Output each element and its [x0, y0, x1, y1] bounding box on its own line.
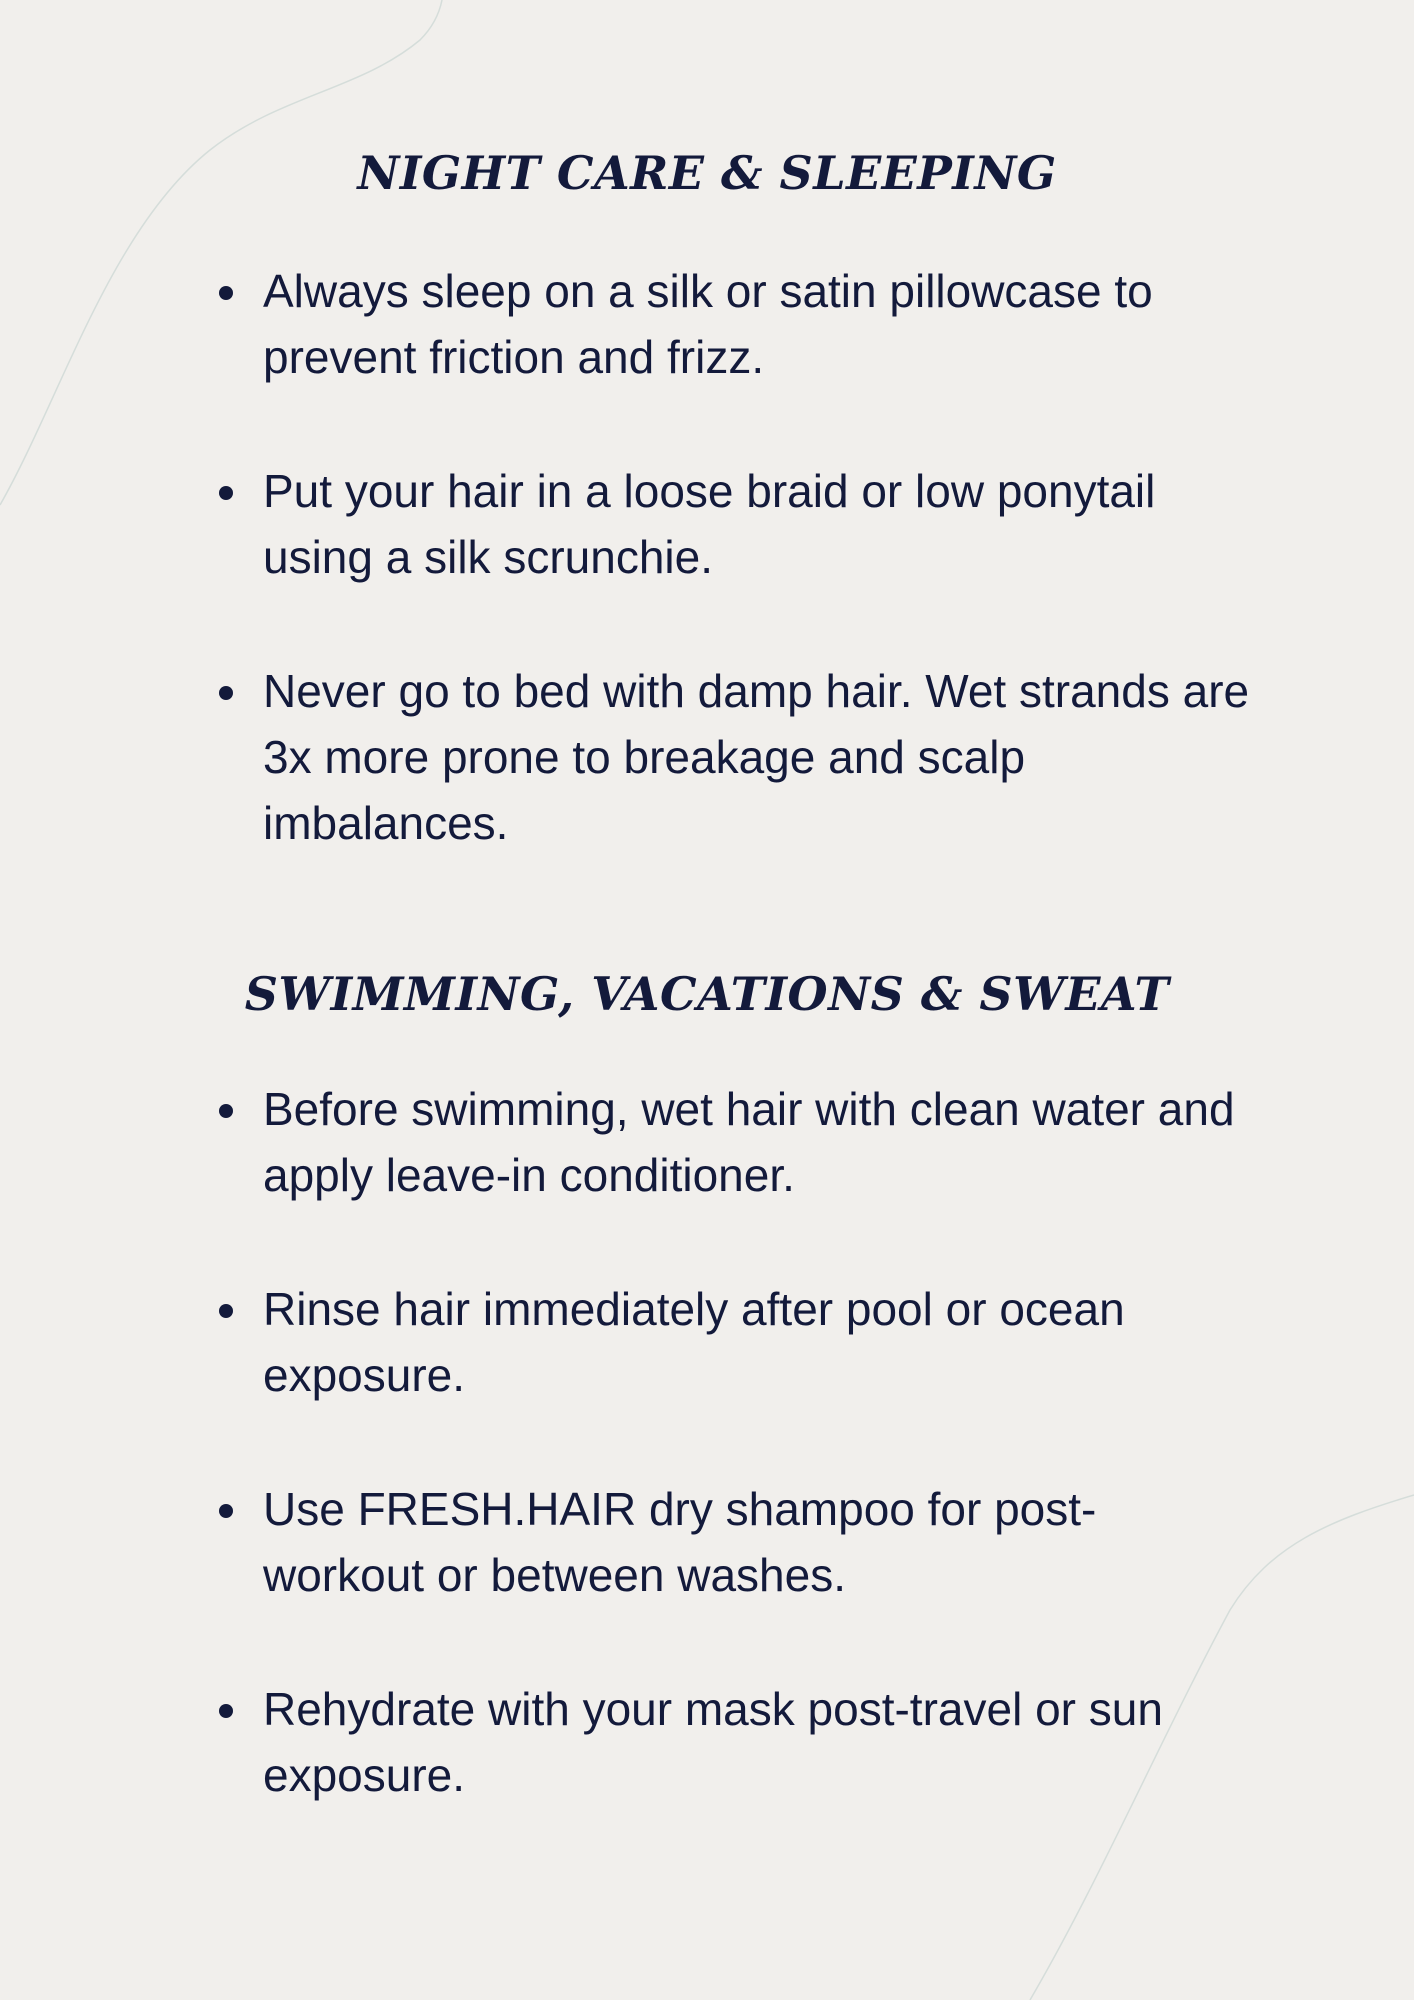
list-item: [216, 1476, 1256, 1608]
bullet-icon: [219, 1504, 233, 1518]
list-item-text: Use FRESH.HAIR dry shampoo for post-workout or between washes.: [263, 1483, 1097, 1601]
swimming-list: [216, 1076, 1256, 1808]
night-care-list: [216, 258, 1256, 856]
list-item: [216, 1276, 1256, 1408]
list-item-text: Rehydrate with your mask post-travel or sun exposure.: [263, 1683, 1163, 1801]
list-item-text: Rinse hair immediately after pool or ocean exposure.: [263, 1283, 1125, 1401]
bullet-icon: [219, 486, 233, 500]
list-item-text: Before swimming, wet hair with clean water and apply leave-in conditioner.: [263, 1083, 1235, 1201]
list-item: [216, 258, 1256, 390]
list-item: [216, 458, 1256, 590]
bullet-icon: [219, 1704, 233, 1718]
list-item-text: Put your hair in a loose braid or low ponytail using a silk scrunchie.: [263, 465, 1156, 583]
section-title-swimming: SWIMMING, VACATIONS & SWEAT: [244, 967, 1170, 1021]
bullet-icon: [219, 1304, 233, 1318]
list-item-text: Never go to bed with damp hair. Wet strands are 3x more prone to breakage and scalp imbalances.: [263, 665, 1250, 849]
list-item-text: Always sleep on a silk or satin pillowcase to prevent friction and frizz.: [263, 265, 1153, 383]
bullet-icon: [219, 686, 233, 700]
bullet-icon: [219, 1104, 233, 1118]
list-item: [216, 1076, 1256, 1208]
list-item: [216, 1676, 1256, 1808]
bullet-icon: [219, 286, 233, 300]
section-title-night-care: NIGHT CARE & SLEEPING: [357, 146, 1057, 200]
list-item: [216, 658, 1256, 856]
